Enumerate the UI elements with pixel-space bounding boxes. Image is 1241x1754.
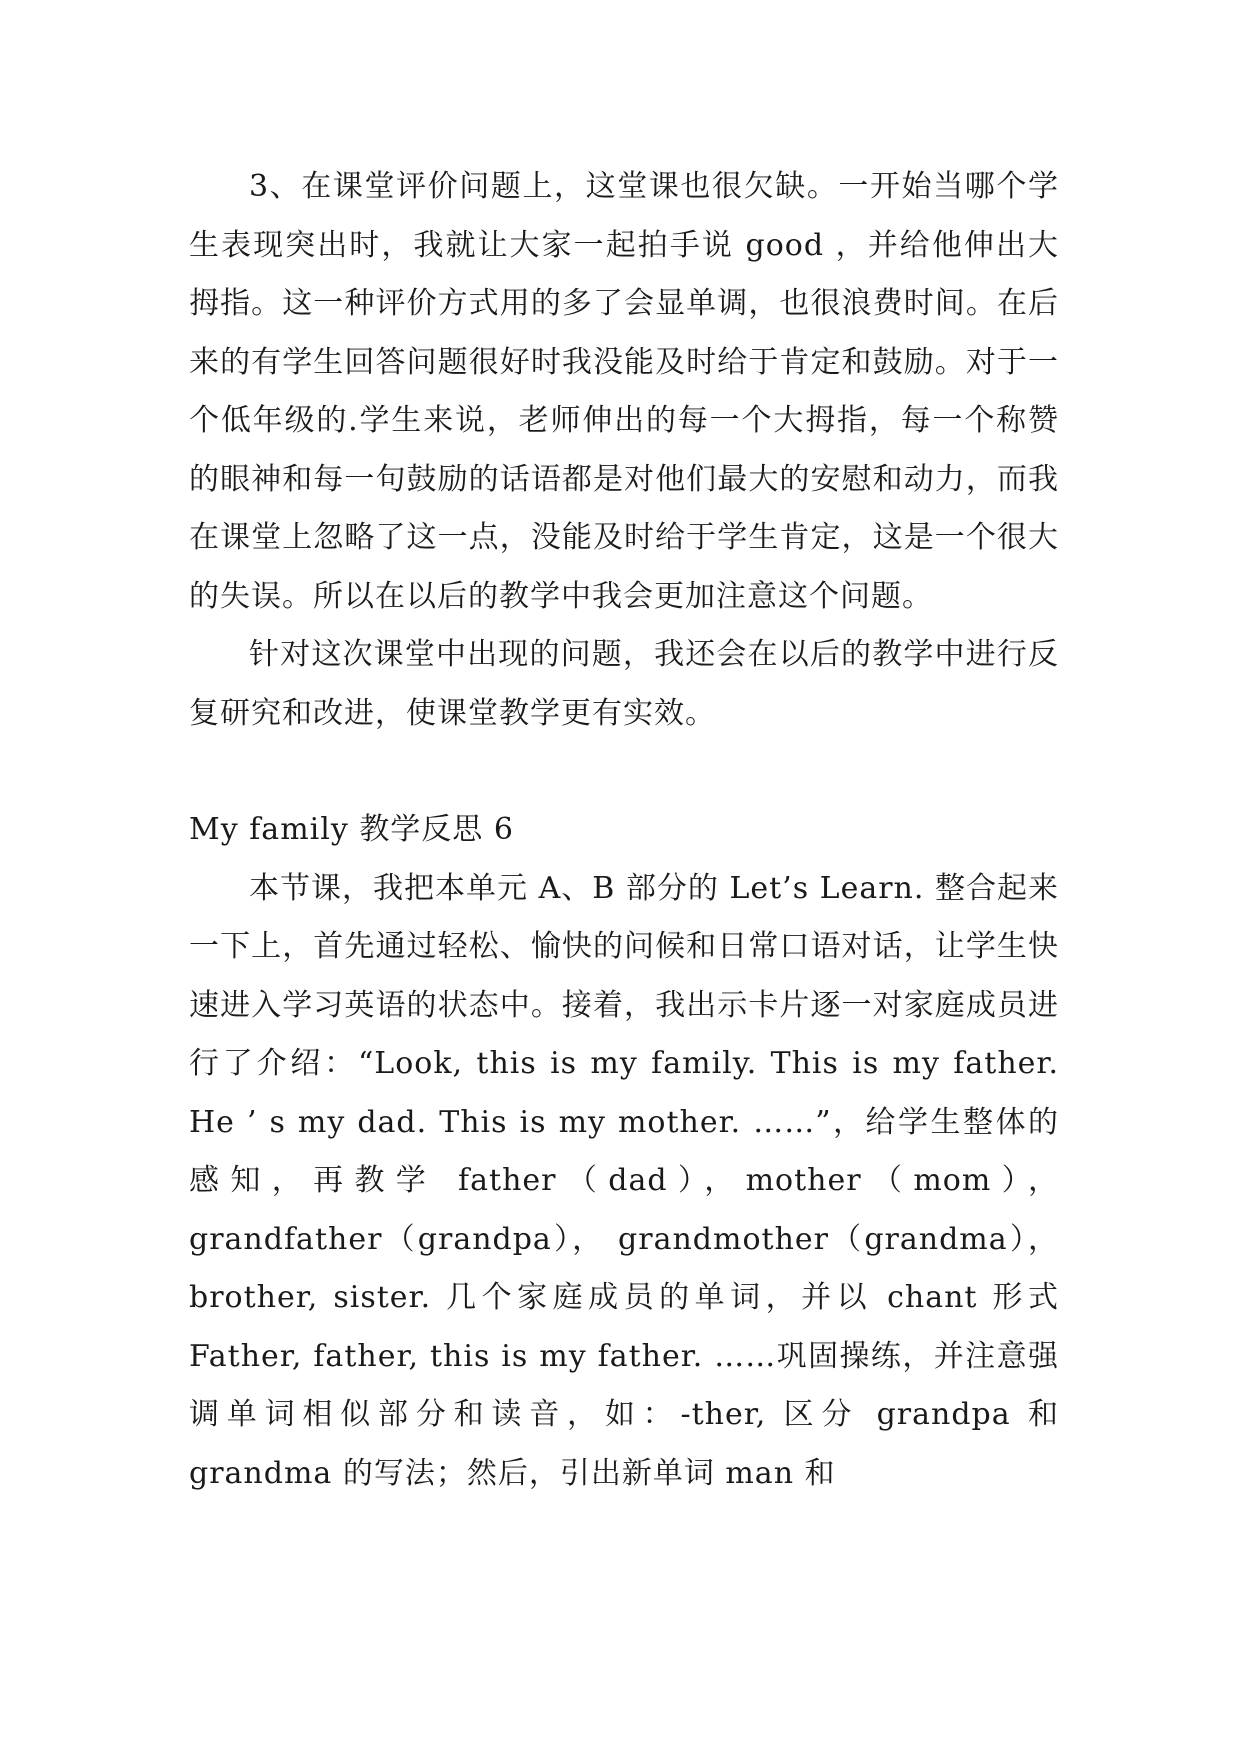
paragraph-evaluation: 3、在课堂评价问题上，这堂课也很欠缺。一开始当哪个学生表现突出时，我就让大家一起拍手说 good ，并给他伸出大拇指。这一种评价方式用的多了会显单调，也很浪费时间。在后来的有学生回答问题很好时我没能及时给于肯定和鼓励。对于一个低年级的.学生来说，老师伸出的每一个大拇指，每一个称赞的眼神和每一句鼓励的话语都是对他们最大的安慰和动力，而我在课堂上忽略了这一点，没能及时给于学生肯定，这是一个很大的失误。所以在以后的教学中我会更加注意这个问题。 (189, 169, 1059, 614)
paragraph-improvement: 针对这次课堂中出现的问题，我还会在以后的教学中进行反复研究和改进，使课堂教学更有实效。 (189, 637, 1059, 731)
section-heading: My family 教学反思 6 (189, 812, 514, 847)
document-body (189, 158, 1059, 1503)
paragraph-lesson: 本节课，我把本单元 A、B 部分的 Let’s Learn. 整合起来一下上，首先通过轻松、愉快的问候和日常口语对话，让学生快速进入学习英语的状态中。接着，我出示卡片逐一对家庭成员进行了介绍：“Look, this is my family. This is my father. He ’ s my dad. This is my mother. ……”，给学生整体的感知，再教学 father（dad），mother（mom）， grandfather（grandpa）， grandmother（grandma）， brother, sister. 几个家庭成员的单词，并以 chant 形式 Father, father, this is my father. ……巩固操练，并注意强调单词相似部分和读音，如：-ther, 区分 grandpa 和 grandma 的写法；然后，引出新单词 man 和 (189, 870, 1059, 1491)
